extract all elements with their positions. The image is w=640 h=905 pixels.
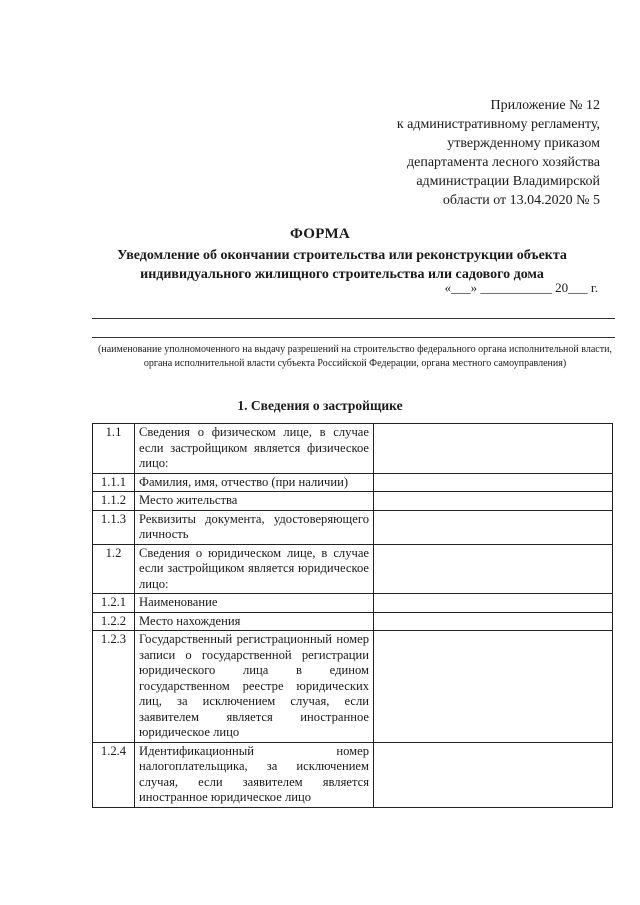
table-row — [93, 424, 613, 474]
row-number: 1.1.2 — [93, 492, 135, 511]
table-row — [93, 492, 613, 511]
appendix-line: Приложение № 12 — [490, 98, 600, 113]
table-row — [93, 544, 613, 594]
appendix-line: к административному регламенту, — [396, 117, 600, 132]
row-number: 1.2.2 — [93, 612, 135, 631]
date-line: «___» ___________ 20___ г. — [444, 280, 598, 295]
row-number: 1.2 — [93, 544, 135, 594]
authority-fill-line — [92, 337, 615, 338]
table-row — [93, 473, 613, 492]
row-value-cell[interactable] — [374, 742, 613, 807]
authority-caption: (наименование уполномоченного на выдачу разрешений на строительство федерального органа исполнительной власти, органа исполнительной власти субъекта Российской Федерации, органа местного самоуправления) — [98, 344, 612, 369]
appendix-header — [340, 96, 600, 210]
row-label: Государственный регистрационный номер записи о государственной регистрации юридического лица в едином государственном реестре юридических лиц, за исключением случая, если заявителем является иностранное юридическое лицо — [135, 631, 374, 743]
row-number: 1.2.1 — [93, 594, 135, 613]
table-row — [93, 594, 613, 613]
row-number: 1.1.1 — [93, 473, 135, 492]
row-value-cell[interactable] — [374, 492, 613, 511]
notice-title: Уведомление об окончании строительства или реконструкции объекта индивидуального жилищного строительства или садового дома — [117, 248, 567, 282]
row-number: 1.1.3 — [93, 510, 135, 544]
table-row — [93, 510, 613, 544]
row-number: 1.2.3 — [93, 631, 135, 743]
row-label: Реквизиты документа, удостоверяющего личность — [135, 510, 374, 544]
appendix-line: департамента лесного хозяйства — [407, 155, 600, 170]
row-number: 1.2.4 — [93, 742, 135, 807]
appendix-line: утвержденному приказом — [447, 136, 600, 151]
appendix-line: администрации Владимирской — [416, 174, 600, 189]
row-value-cell[interactable] — [374, 510, 613, 544]
row-label: Фамилия, имя, отчество (при наличии) — [135, 473, 374, 492]
row-value-cell[interactable] — [374, 473, 613, 492]
row-label: Сведения о физическом лице, в случае если застройщиком является физическое лицо: — [135, 424, 374, 474]
section-title: 1. Сведения о застройщике — [237, 398, 403, 413]
appendix-line: области от 13.04.2020 № 5 — [442, 193, 600, 208]
row-label: Место нахождения — [135, 612, 374, 631]
developer-info-table — [92, 423, 613, 808]
row-value-cell[interactable] — [374, 631, 613, 743]
row-label: Идентификационный номер налогоплательщика, за исключением случая, если заявителем является иностранное юридическое лицо — [135, 742, 374, 807]
row-label: Наименование — [135, 594, 374, 613]
row-value-cell[interactable] — [374, 594, 613, 613]
row-label: Сведения о юридическом лице, в случае если застройщиком является юридическое лицо: — [135, 544, 374, 594]
table-row — [93, 612, 613, 631]
row-label: Место жительства — [135, 492, 374, 511]
form-title: ФОРМА — [289, 226, 351, 242]
authority-fill-line — [92, 318, 615, 319]
row-number: 1.1 — [93, 424, 135, 474]
row-value-cell[interactable] — [374, 424, 613, 474]
table-row — [93, 631, 613, 743]
table-row — [93, 742, 613, 807]
row-value-cell[interactable] — [374, 544, 613, 594]
row-value-cell[interactable] — [374, 612, 613, 631]
